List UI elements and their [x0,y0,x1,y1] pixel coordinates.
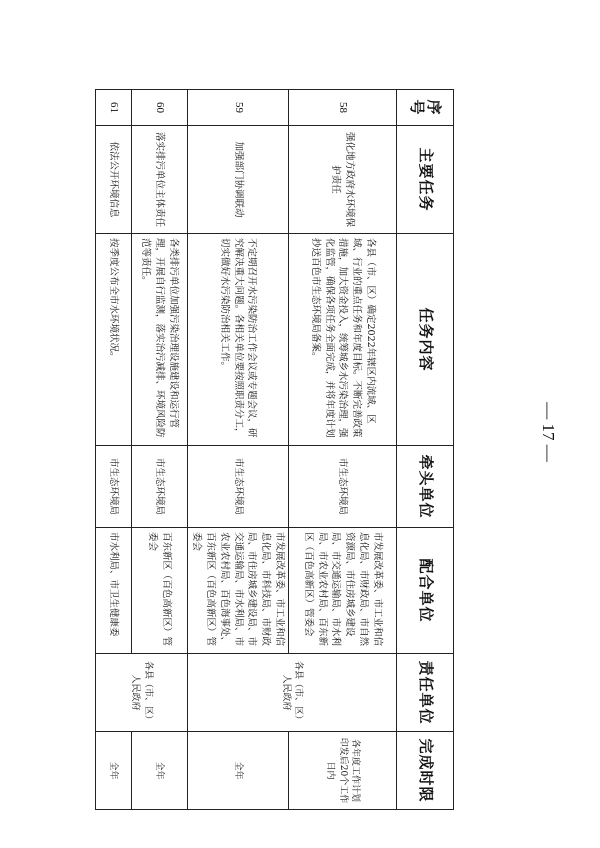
row-content: 不定期召开水污染防治工作会议或专题会议，研究解决重大问题。各相关单位要按照职责分工，切实做好水污染防治相关工作。 [187,234,288,446]
row-num: 58 [289,90,397,126]
row-coop: 百东新区（百色高新区）管委会 [131,528,187,654]
rotated-table-sheet [109,89,454,809]
row-task: 强化地方政府水环境保护责任 [289,126,397,234]
row-coop: 市水利局、市卫生健康委 [95,528,131,654]
row-task: 加强部门协调联动 [187,126,288,234]
header-lead: 牵头单位 [397,446,454,528]
row-lead: 市生态环境局 [131,446,187,528]
row-content: 按季度公布全市水环境状况。 [95,234,131,446]
table-row [131,90,187,810]
table-row [289,90,397,810]
header-time: 完成时限 [397,732,454,810]
row-num: 59 [187,90,288,126]
row-resp: 各县（市、区）人民政府 [95,654,187,732]
page-number [528,402,568,462]
table-header-row [397,90,454,810]
row-resp: 各县（市、区）人民政府 [187,654,396,732]
header-num: 序号 [397,90,454,126]
row-task: 依法公开环境信息 [95,126,131,234]
row-lead: 市生态环境局 [95,446,131,528]
row-time: 各年度工作计划印发后20个工作日内 [289,732,397,810]
row-num: 60 [131,90,187,126]
page-number-text: — 17 — [539,402,558,462]
row-lead: 市生态环境局 [187,446,288,528]
row-time: 全年 [95,732,131,810]
row-task: 落实排污单位主体责任 [131,126,187,234]
row-content: 各类排污单位加强污染治理设施建设和运行管理，开展自行监测，落实治污减排、环境风险防范等责任。 [131,234,187,446]
row-time: 全年 [187,732,288,810]
row-lead: 市生态环境局 [289,446,397,528]
header-content: 任务内容 [397,234,454,446]
row-time: 全年 [131,732,187,810]
header-resp: 责任单位 [397,654,454,732]
row-num: 61 [95,90,131,126]
row-coop: 市发展改革委、市工业和信息化局、市财政局、市自然资源局、市住房城乡建设局、市交通运输局、市水利局、市农业农村局、百东新区（百色高新区）管委会 [289,528,397,654]
row-coop: 市发展改革委、市工业和信息化局、市科技局、市财政局、市住房城乡建设局、市交通运输局、市水利局、市农业农村局、百色海事处、百东新区（百色高新区）管委会 [187,528,288,654]
header-task: 主要任务 [397,126,454,234]
row-content: 各县（市、区）确定2022年辖区内流域、区域、行业的重点任务和年度目标。不断完善政策措施，加大资金投入，统筹城乡水污染治理，强化监管，确保各项任务全面完成，并将年度计划抄送百色市生态环境局备案。 [289,234,397,446]
task-table [95,89,454,810]
header-coop: 配合单位 [397,528,454,654]
